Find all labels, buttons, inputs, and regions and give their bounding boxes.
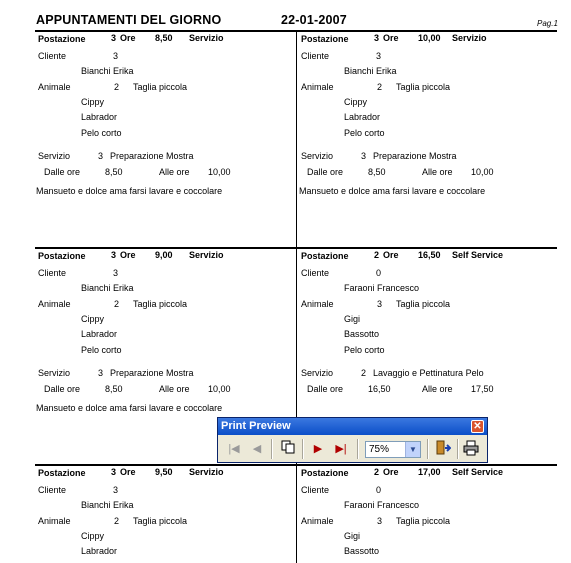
servizio-id: 3 — [361, 151, 367, 161]
animale-id: 3 — [377, 299, 383, 309]
service-type: Self Service — [452, 250, 504, 260]
pet-name: Gigi — [344, 314, 361, 324]
cliente-label: Cliente — [301, 485, 330, 495]
cliente-id: 3 — [376, 51, 382, 61]
postazione-label: Postazione — [301, 251, 349, 261]
dalle-ore-label: Dalle ore — [307, 167, 344, 177]
toolbar-separator — [357, 439, 359, 459]
note-text: Mansueto e dolce ama farsi lavare e coccolare — [36, 186, 223, 196]
service-type: Servizio — [189, 467, 224, 477]
servizio-desc: Preparazione Mostra — [373, 151, 457, 161]
coat-value: Pelo corto — [81, 128, 122, 138]
note-text: Mansueto e dolce ama farsi lavare e coccolare — [299, 186, 486, 196]
time-value: 16,50 — [418, 250, 441, 260]
cliente-id: 0 — [376, 485, 382, 495]
dalle-ore-label: Dalle ore — [44, 384, 81, 394]
toolbar-title: Print Preview — [218, 418, 487, 435]
postazione-label: Postazione — [301, 34, 349, 44]
cliente-label: Cliente — [38, 485, 67, 495]
taglia-value: Taglia piccola — [396, 299, 451, 309]
pet-name: Gigi — [344, 531, 361, 541]
pet-name: Cippy — [81, 531, 105, 541]
animale-id: 2 — [377, 82, 383, 92]
print-preview-toolbar[interactable] — [217, 417, 488, 463]
start-time: 8,50 — [105, 384, 123, 394]
ore-label: Ore — [383, 250, 399, 260]
servizio-id: 3 — [98, 368, 104, 378]
zoom-select[interactable] — [365, 441, 421, 458]
animale-id: 3 — [377, 516, 383, 526]
servizio-label: Servizio — [301, 368, 334, 378]
last-page-icon[interactable]: ▶| — [335, 443, 347, 455]
start-time: 8,50 — [105, 167, 123, 177]
page-number: Pag.1 — [537, 19, 558, 28]
postazione-number: 2 — [374, 467, 380, 477]
servizio-desc: Preparazione Mostra — [110, 368, 194, 378]
breed-value: Labrador — [81, 546, 118, 556]
cliente-id: 3 — [113, 268, 119, 278]
cliente-name: Faraoni Francesco — [344, 283, 420, 293]
time-value: 9,50 — [155, 467, 173, 477]
postazione-number: 3 — [111, 467, 117, 477]
end-time: 10,00 — [208, 167, 231, 177]
postazione-number: 2 — [374, 250, 380, 260]
chevron-down-icon[interactable]: ▼ — [405, 442, 420, 457]
servizio-label: Servizio — [38, 368, 71, 378]
ore-label: Ore — [120, 250, 136, 260]
time-value: 17,00 — [418, 467, 441, 477]
postazione-number: 3 — [111, 250, 117, 260]
prev-page-icon[interactable]: ◀ — [252, 443, 262, 455]
report-date: 22-01-2007 — [281, 13, 347, 27]
toolbar-separator — [427, 439, 429, 459]
service-type: Servizio — [189, 33, 224, 43]
taglia-value: Taglia piccola — [396, 82, 451, 92]
breed-value: Bassotto — [344, 329, 380, 339]
service-type: Servizio — [452, 33, 487, 43]
first-page-icon[interactable]: |◀ — [228, 443, 240, 455]
start-time: 8,50 — [368, 167, 386, 177]
cliente-label: Cliente — [301, 268, 330, 278]
animale-id: 2 — [114, 82, 120, 92]
close-icon[interactable]: ✕ — [471, 420, 484, 433]
animale-label: Animale — [301, 299, 334, 309]
alle-ore-label: Alle ore — [159, 384, 190, 394]
zoom-value: 75% — [369, 444, 390, 455]
start-time: 16,50 — [368, 384, 391, 394]
animale-id: 2 — [114, 299, 120, 309]
time-value: 10,00 — [418, 33, 441, 43]
postazione-label: Postazione — [38, 251, 86, 261]
cliente-name: Bianchi Erika — [344, 66, 397, 76]
pet-name: Cippy — [81, 97, 105, 107]
postazione-number: 3 — [111, 33, 117, 43]
animale-label: Animale — [38, 82, 71, 92]
animale-label: Animale — [38, 299, 71, 309]
ore-label: Ore — [383, 467, 399, 477]
servizio-desc: Preparazione Mostra — [110, 151, 194, 161]
cliente-name: Bianchi Erika — [81, 283, 134, 293]
ore-label: Ore — [120, 467, 136, 477]
breed-value: Bassotto — [344, 546, 380, 556]
cliente-name: Bianchi Erika — [81, 66, 134, 76]
toolbar-separator — [302, 439, 304, 459]
toolbar-separator — [271, 439, 273, 459]
print-icon[interactable] — [462, 440, 480, 458]
close-preview-icon[interactable] — [434, 440, 452, 458]
animale-label: Animale — [301, 82, 334, 92]
cliente-id: 0 — [376, 268, 382, 278]
animale-label: Animale — [301, 516, 334, 526]
column-divider — [296, 30, 297, 563]
coat-value: Pelo corto — [81, 345, 122, 355]
ore-label: Ore — [120, 33, 136, 43]
dalle-ore-label: Dalle ore — [44, 167, 81, 177]
servizio-desc: Lavaggio e Pettinatura Pelo — [373, 368, 484, 378]
alle-ore-label: Alle ore — [422, 384, 453, 394]
breed-value: Labrador — [344, 112, 381, 122]
alle-ore-label: Alle ore — [159, 167, 190, 177]
postazione-label: Postazione — [38, 468, 86, 478]
taglia-value: Taglia piccola — [396, 516, 451, 526]
postazione-number: 3 — [374, 33, 380, 43]
cliente-label: Cliente — [38, 268, 67, 278]
note-text: Mansueto e dolce ama farsi lavare e coccolare — [36, 403, 223, 413]
time-value: 9,00 — [155, 250, 173, 260]
coat-value: Pelo corto — [344, 128, 385, 138]
dalle-ore-label: Dalle ore — [307, 384, 344, 394]
multi-page-icon[interactable] — [279, 440, 297, 458]
servizio-label: Servizio — [38, 151, 71, 161]
breed-value: Labrador — [81, 112, 118, 122]
ore-label: Ore — [383, 33, 399, 43]
alle-ore-label: Alle ore — [422, 167, 453, 177]
coat-value: Pelo corto — [344, 345, 385, 355]
animale-label: Animale — [38, 516, 71, 526]
cliente-id: 3 — [113, 51, 119, 61]
animale-id: 2 — [114, 516, 120, 526]
cliente-name: Faraoni Francesco — [344, 500, 420, 510]
time-value: 8,50 — [155, 33, 173, 43]
end-time: 17,50 — [471, 384, 494, 394]
pet-name: Cippy — [81, 314, 105, 324]
servizio-id: 2 — [361, 368, 367, 378]
servizio-id: 3 — [98, 151, 104, 161]
cliente-name: Bianchi Erika — [81, 500, 134, 510]
pet-name: Cippy — [344, 97, 368, 107]
servizio-label: Servizio — [301, 151, 334, 161]
postazione-label: Postazione — [38, 34, 86, 44]
cliente-label: Cliente — [301, 51, 330, 61]
postazione-label: Postazione — [301, 468, 349, 478]
breed-value: Labrador — [81, 329, 118, 339]
toolbar-separator — [457, 439, 459, 459]
taglia-value: Taglia piccola — [133, 82, 188, 92]
service-type: Self Service — [452, 467, 504, 477]
taglia-value: Taglia piccola — [133, 516, 188, 526]
end-time: 10,00 — [208, 384, 231, 394]
cliente-id: 3 — [113, 485, 119, 495]
report-title: APPUNTAMENTI DEL GIORNO — [36, 13, 222, 27]
next-page-icon[interactable]: ▶ — [313, 443, 323, 455]
end-time: 10,00 — [471, 167, 494, 177]
taglia-value: Taglia piccola — [133, 299, 188, 309]
cliente-label: Cliente — [38, 51, 67, 61]
service-type: Servizio — [189, 250, 224, 260]
